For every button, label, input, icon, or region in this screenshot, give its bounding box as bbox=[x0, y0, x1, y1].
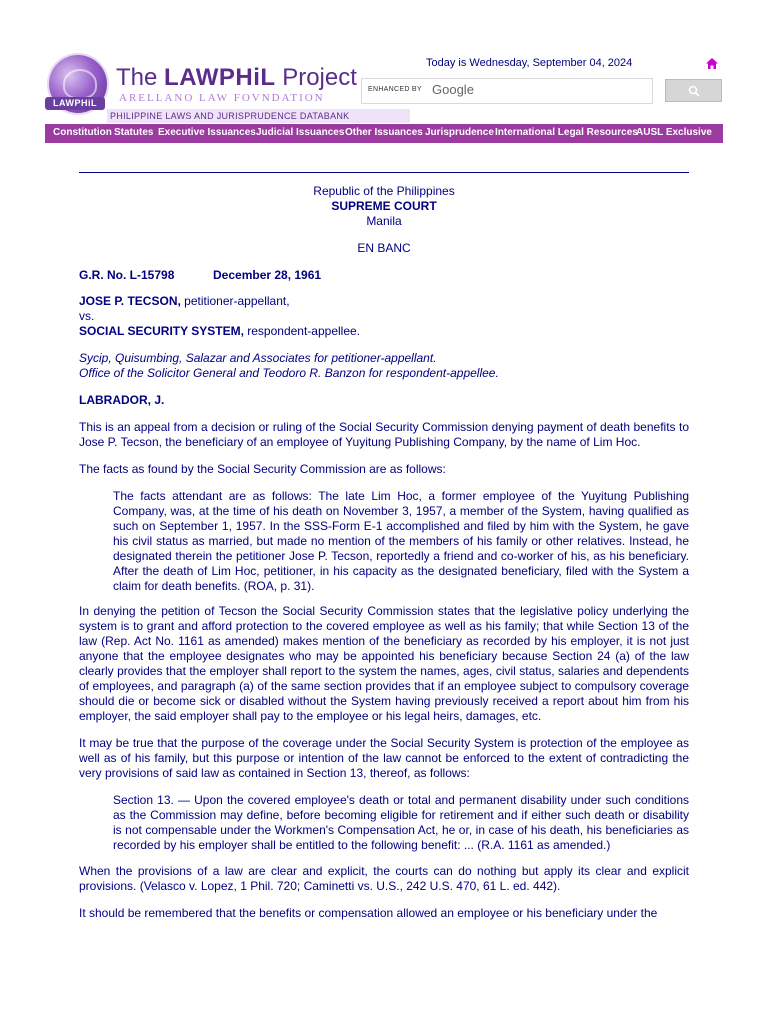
site-title-suffix: Project bbox=[275, 64, 357, 91]
logo-tag: LAWPHiL bbox=[45, 97, 105, 110]
nav-judicial-issuances[interactable]: Judicial Issuances bbox=[256, 127, 345, 138]
nav-executive-issuances[interactable]: Executive Issuances bbox=[158, 127, 256, 138]
site-title-prefix: The bbox=[116, 64, 165, 91]
home-icon[interactable] bbox=[705, 57, 719, 70]
gr-number: G.R. No. L-15798 bbox=[79, 268, 175, 282]
court-name: SUPREME COURT bbox=[331, 199, 437, 213]
counsel-petitioner: Sycip, Quisumbing, Salazar and Associates for petitioner-appellant. bbox=[79, 351, 437, 365]
ponente: LABRADOR, J. bbox=[79, 393, 165, 407]
decision-date: December 28, 1961 bbox=[213, 268, 322, 282]
court-city: Manila bbox=[366, 214, 402, 228]
quote-1: The facts attendant are as follows: The late Lim Hoc, a former employee of the Yuyitung Publishing Company, was, at the time of his death on November 3, 1957, a member of the System, having qualified as such on September 1, 1957. In the SSS-Form E-1 accomplished and filed by him with the System, he gave his civil status as married, but made no mention of the members of his family or other relatives. Instead, he designated therein the petitioner Jose P. Tecson, reportedly a friend and co-worker of his, as his beneficiary. After the death of Lim Hoc, petitioner, in his capacity as the designated beneficiary, filed with the System a claim for death benefits. (ROA, p. 31). bbox=[113, 489, 689, 593]
party1-name: JOSE P. TECSON, bbox=[79, 294, 181, 308]
scales-icon bbox=[63, 69, 97, 99]
paragraph-1: This is an appeal from a decision or ruling of the Social Security Commission denying payment of death benefits to Jose P. Tecson, the beneficiary of an employee of Yuyitung Publishing Company, by the name of Lim Hoc. bbox=[79, 420, 689, 449]
republic-line: Republic of the Philippines bbox=[313, 184, 455, 198]
today-date: Today is Wednesday, September 04, 2024 bbox=[426, 57, 633, 69]
paragraph-5: When the provisions of a law are clear and explicit, the courts can do nothing but apply its clear and explicit provisions. (Velasco v. Lopez, 1 Phil. 720; Caminetti vs. U.S., 242 U.S. 470, 61 L. ed. 442). bbox=[79, 864, 689, 893]
versus: vs. bbox=[79, 309, 95, 323]
nav-ausl-exclusive[interactable]: AUSL Exclusive bbox=[636, 127, 712, 138]
site-title[interactable] bbox=[116, 64, 357, 92]
paragraph-2: The facts as found by the Social Security Commission are as follows: bbox=[79, 462, 446, 476]
counsel bbox=[79, 351, 689, 381]
party1-role: petitioner-appellant, bbox=[180, 294, 290, 308]
parties bbox=[79, 294, 689, 339]
main-nav bbox=[45, 124, 723, 143]
party2-name: SOCIAL SECURITY SYSTEM, bbox=[79, 324, 244, 338]
nav-jurisprudence[interactable]: Jurisprudence bbox=[425, 127, 494, 138]
paragraph-3: In denying the petition of Tecson the Social Security Commission states that the legislative policy underlying the system is to grant and afford protection to the covered employee as well as his family; that while Section 13 of the law (Rep. Act No. 1161 as amended) makes mention of the beneficiary as recorded by his employer, it is not just anyone that the employee designates who may be appointed his beneficiary because Section 24 (a) of the law clearly provides that the employer shall report to the system the names, ages, civil status, salaries and dependents of employees, and paragraph (a) of the same section provides that if an employee subject to compulsory coverage should die or become sick or disabled without the System having previously received a report about him from his employer, the said employer shall pay to the employee or his legal heirs, damages, etc. bbox=[79, 604, 689, 723]
search-input[interactable] bbox=[361, 78, 653, 104]
division: EN BANC bbox=[357, 241, 411, 255]
nav-statutes[interactable]: Statutes bbox=[114, 127, 154, 138]
case-header bbox=[79, 268, 689, 283]
google-label: Google bbox=[432, 82, 474, 97]
paragraph-4: It may be true that the purpose of the coverage under the Social Security System is protection of the employee as well as of his family, but this purpose or intention of the law cannot be enforced to the extent of contradicting the very provisions of said law as contained in Section 13, thereof, as follows: bbox=[79, 736, 689, 780]
divider bbox=[79, 172, 689, 173]
enhanced-by-label: ENHANCED BY bbox=[368, 86, 422, 93]
paragraph-6: It should be remembered that the benefits or compensation allowed an employee or his beneficiary under the bbox=[79, 906, 658, 920]
counsel-respondent: Office of the Solicitor General and Teodoro R. Banzon for respondent-appellee. bbox=[79, 366, 499, 380]
nav-constitution[interactable]: Constitution bbox=[53, 127, 112, 138]
search-button[interactable] bbox=[665, 79, 722, 102]
site-title-name: LAWPHiL bbox=[164, 64, 276, 91]
foundation-name: ARELLANO LAW FOVNDATION bbox=[119, 92, 325, 104]
nav-international-legal-resources[interactable]: International Legal Resources bbox=[495, 127, 638, 138]
search-icon bbox=[688, 85, 700, 97]
quote-2: Section 13. — Upon the covered employee's death or total and permanent disability under such conditions as the Commission may define, before becoming eligible for retirement and if either such death or disability is not compensable under the Workmen's Compensation Act, he or, in case of his death, his beneficiaries as recorded by his employer shall be entitled to the following benefit: ... (R.A. 1161 as amended.) bbox=[113, 793, 689, 852]
nav-other-issuances[interactable]: Other Issuances bbox=[345, 127, 423, 138]
databank-label: PHILIPPINE LAWS AND JURISPRUDENCE DATABANK bbox=[107, 109, 410, 123]
party2-role: respondent-appellee. bbox=[243, 324, 361, 338]
